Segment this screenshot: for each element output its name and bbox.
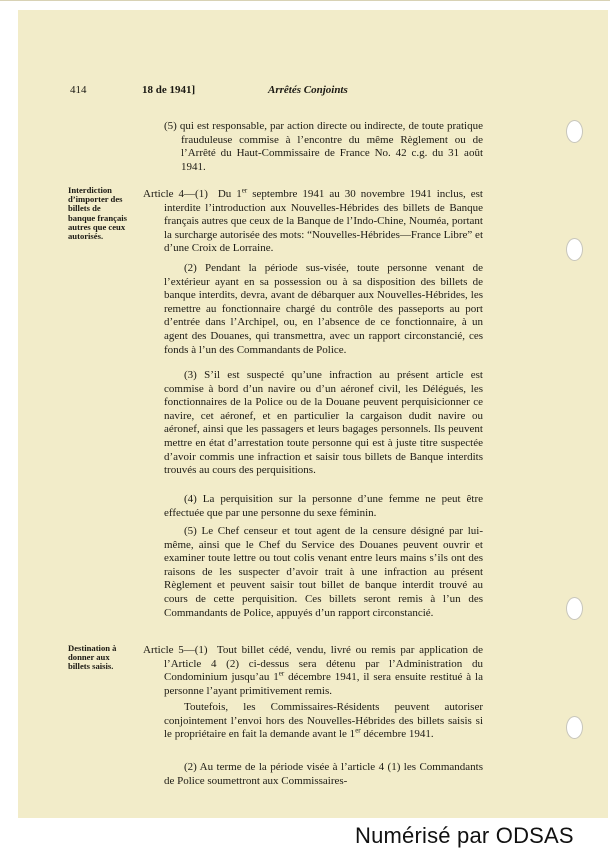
binder-hole bbox=[566, 597, 583, 620]
header-date: 18 de 1941] bbox=[142, 84, 196, 96]
margin-note-import-ban: Interdiction d’importer des billets de banque français autres que ceux autorisés. bbox=[68, 185, 127, 242]
header-title: Arrêtés Conjoints bbox=[268, 84, 348, 96]
article-4-para-5 bbox=[164, 525, 483, 620]
article-5-para-1: Article 5—(1) Tout billet cédé, vendu, livré ou remis par application de l’Article 4 (2) ci-dessus sera détenu par l’Administration du Condominium jusqu’au 1er décembre 1941, il sera ensuite restitué à la personne l’ayant primitivement remis. bbox=[143, 644, 484, 697]
article-4-heading: Article 4—(1) bbox=[143, 188, 208, 200]
paragraph-text: (5) Le Chef censeur et tout agent de la censure désigné par lui-même, ainsi que le Chef du Service des Douanes peuvent ouvrir et examiner toute lettre ou tout colis venant entre leurs mains s’ils ont des raisons de les suspecter d’avoir trait à une infraction au présent Règlement et peuvent saisir tout billet de banque interdit trouvé au cours de cette perquisition. Ces billets seront remis à l’un des Commandants de Police, appuyés d’un rapport circonstancié. bbox=[164, 525, 483, 619]
binder-hole bbox=[566, 120, 583, 143]
binder-hole bbox=[566, 716, 583, 739]
article-4-para-4 bbox=[164, 493, 483, 520]
binder-hole bbox=[566, 238, 583, 261]
article-4-para-2 bbox=[164, 262, 483, 357]
top-divider bbox=[0, 0, 610, 1]
paragraph-5-continued bbox=[164, 120, 483, 174]
digitization-watermark: Numérisé par ODSAS bbox=[355, 823, 574, 848]
page-header bbox=[70, 84, 490, 98]
article-4-para-1: Article 4—(1) Du 1er septembre 1941 au 30 novembre 1941 inclus, est interdite l’introduction aux Nouvelles-Hébrides des billets de Banque français autres que ceux de la Banque de l’Indo-Chine, Nouméa, portant la surcharge autorisée des mots: “Nouvelles-Hébrides—France Libre” et d’une Croix de Lorraine. bbox=[143, 186, 483, 255]
article-4-para-3 bbox=[164, 369, 483, 478]
article-5-para-toutefois: Toutefois, les Commissaires-Résidents peuvent autoriser conjointement l’envoi hors des Nouvelles-Hébrides des billets saisis si le propriétaire en fait la demande avant le 1er décembre 1941. bbox=[164, 701, 483, 741]
margin-note-destination: Destination à donner aux billets saisis. bbox=[68, 643, 117, 672]
paragraph-text: (4) La perquisition sur la personne d’une femme ne peut être effectuée que par une personne du sexe féminin. bbox=[164, 493, 483, 519]
page-number: 414 bbox=[70, 84, 87, 96]
article-5-heading: Article 5—(1) bbox=[143, 644, 208, 656]
paragraph-text: (2) Pendant la période sus-visée, toute personne venant de l’extérieur ayant en sa possession ou à sa disposition des billets de banque interdits, devra, avant de débarquer aux Nouvelles-Hébrides, les remettre au fonctionnaire chargé du contrôle des passeports au port d’entrée dans l’Archipel, ou, en l’absence de ce fonctionnaire, à un agent des Douanes, qui transmettra, avec un rapport circonstancié, ces fonds à l’un des Commandants de Police. bbox=[164, 262, 483, 356]
paragraph-text: (3) S’il est suspecté qu’une infraction au présent article est commise à bord d’un navire ou d’un aéronef civil, les Délégués, les fonctionnaires de la Police ou de la Douane peuvent perquisicionner ce navire, cet aéronef, et en particulier la cargaison dudit navire ou aéronef, ainsi que les passagers et leurs bagages personnels. Ils peuvent mettre en état d’arrestation toute personne qui est à juste titre suspectée d’avoir commis une infraction et saisir tous billets de Banque interdits trouvés au cours des perquisitions. bbox=[164, 369, 483, 477]
article-5-para-2 bbox=[164, 761, 483, 788]
paragraph-text: (2) Au terme de la période visée à l’article 4 (1) les Commandants de Police soumettront aux Commissaires- bbox=[164, 761, 483, 787]
paragraph-text: (5) qui est responsable, par action directe ou indirecte, de toute pratique frauduleuse commise à l’encontre du même Règlement ou de l’Arrêté du Haut-Commissaire de France No. 42 c.g. du 31 août 1941. bbox=[164, 120, 483, 173]
